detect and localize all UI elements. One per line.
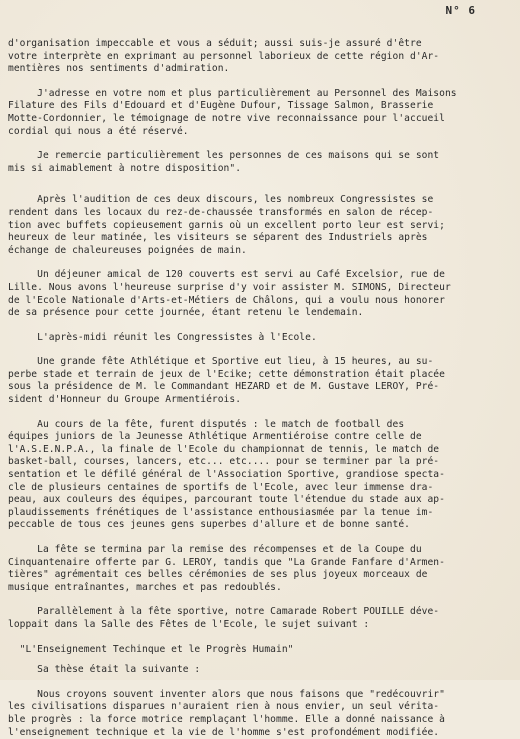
paragraph: Sa thèse était la suivante :: [8, 664, 201, 676]
paragraph: J'adresse en votre nom et plus particulièrement au Personnel des Maisons Filature des Fils d'Edouard et d'Eugène Dufour, Tissage Salmon, Brasserie Motte-Cordonnier, le témoignage de notre vive reconnaissance pour l'accueil cordial qui nous a été réservé.: [8, 87, 457, 137]
document-body: [8, 4, 514, 739]
paragraph: L'après-midi réunit les Congressistes à l'Ecole.: [8, 331, 317, 343]
paragraph: Au cours de la fête, furent disputés : le match de football des équipes juniors de la Jeunesse Athlétique Armentiéroise contre celle de l'A.S.E.N.P.A., la finale de l'Ecole du championnat de tennis, le match de basket-ball, courses, lancers, etc... etc.... pour se terminer par la pré- sentation et le défilé général de l'Association Sportive, grandiose specta- cle de plusieurs centaines de sportifs de l'Ecole, avec leur immense dra- peau, aux couleurs des équipes, parcourant toute l'étendue du stade aux ap- plaudissements frénétiques de l'assistance enthousiasmée par la tenue im- peccable de tous ces jeunes gens superbes d'allure et de bonne santé.: [8, 418, 445, 531]
paragraph: Un déjeuner amical de 120 couverts est servi au Café Excelsior, rue de Lille. Nous avons l'heureuse surprise d'y voir assister M. SIMONS, Directeur de l'Ecole Nationale d'Arts-et-Métiers de Châlons, qui a voulu nous honorer de sa présence pour cette journée, étant retenu le lendemain.: [8, 269, 451, 319]
paragraph: d'organisation impeccable et vous a séduit; aussi suis-je assuré d'être votre interprète en exprimant au personnel laborieux de cette région d'Ar- mentières nos sentiments d'admiration.: [8, 38, 440, 75]
section-title: "L'Enseignement Techinque et le Progrès Humain": [8, 643, 294, 655]
paragraph: Je remercie particulièrement les personnes de ces maisons qui se sont mis si aimablement à notre disposition".: [8, 150, 440, 174]
paragraph: Une grande fête Athlétique et Sportive eut lieu, à 15 heures, au su- perbe stade et terrain de jeux de l'Ecike; cette démonstration était placée sous la présidence de M. le Commandant HEZARD et de M. Gustave LEROY, Pré- sident d'Honneur du Groupe Armentiérois.: [8, 356, 445, 406]
page-number: N° 6: [445, 4, 476, 17]
paragraph: La fête se termina par la remise des récompenses et de la Coupe du Cinquantenaire offerte par G. LEROY, tandis que "La Grande Fanfare d'Armen- tières" agrémentait ces belles cérémonies de ses plus joyeux morceaux de musique entraînantes, marches et pas redoublés.: [8, 544, 445, 593]
paragraph: Nous croyons souvent inventer alors que nous faisons que "redécouvrir" les civilisations disparues n'auraient rien à nous envier, un seul vérita- ble progrès : la force motrice remplaçant l'homme. Elle a donné naissance à l'enseignement technique et la vie de l'homme s'est profondément modifiée.: [8, 688, 445, 738]
paragraph: Après l'audition de ces deux discours, les nombreux Congressistes se rendent dans les locaux du rez-de-chaussée transformés en salon de récep- tion avec buffets copieusement garnis où un excellent porto leur est servi; heureux de leur matinée, les visiteurs se séparent des Industriels après échange de chaleureuses poignées de main.: [8, 194, 445, 256]
paragraph: Parallèlement à la fête sportive, notre Camarade Robert POUILLE déve- loppait dans la Salle des Fêtes de l'Ecole, le sujet suivant :: [8, 606, 440, 630]
